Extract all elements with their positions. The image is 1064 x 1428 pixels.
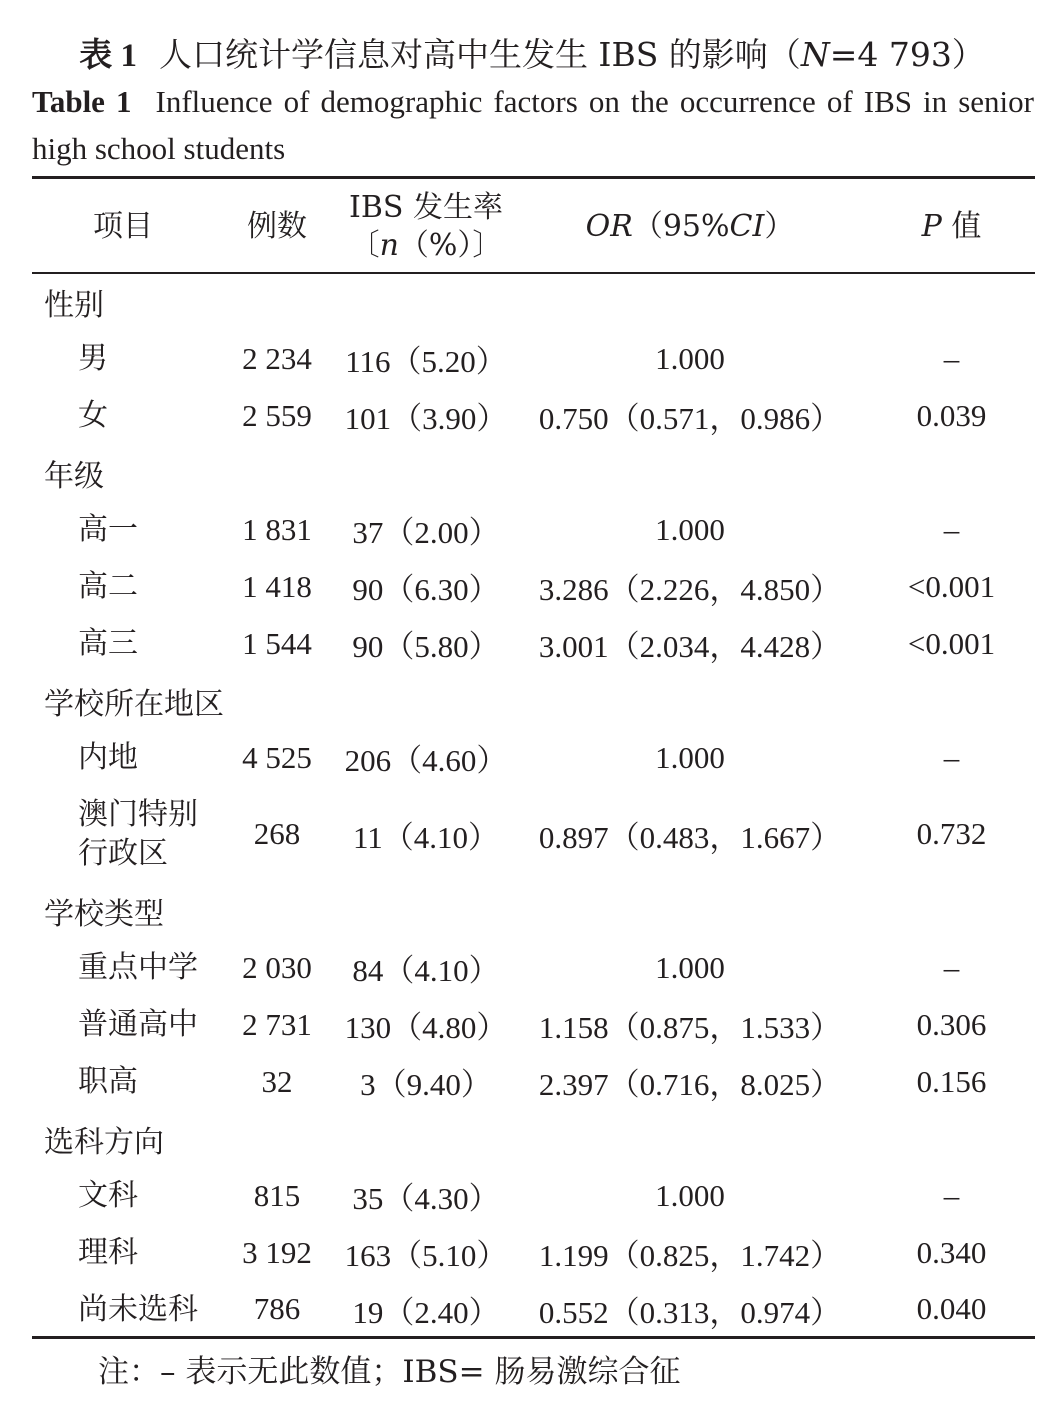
row-p: <0.001 <box>907 568 996 604</box>
table-row <box>32 615 1035 672</box>
row-p: – <box>943 1177 960 1213</box>
row-p: <0.001 <box>907 625 996 661</box>
row-rate: 206（4.60） <box>344 743 508 778</box>
sample-size-value: =4 793） <box>829 35 985 74</box>
row-item: 尚未选科 <box>78 1291 198 1327</box>
row-count: 268 <box>253 816 301 851</box>
table-row <box>32 786 1035 882</box>
row-or-ci: 1.000 <box>655 949 725 985</box>
table-title-cn: 人口统计学信息对高中生发生 IBS 的影响（ <box>158 35 801 74</box>
table-footnote: 注：– 表示无此数值；IBS= 肠易激综合征 <box>98 1354 681 1390</box>
row-rate: 130（4.80） <box>344 1010 508 1045</box>
demographics-table <box>32 180 1035 1337</box>
row-p: – <box>943 949 960 985</box>
row-p: 0.040 <box>916 1291 987 1326</box>
row-p: – <box>943 739 960 775</box>
row-p: 0.039 <box>916 397 987 433</box>
group-label: 选科方向 <box>44 1124 164 1160</box>
row-item: 高一 <box>78 512 138 547</box>
group-label: 学校类型 <box>44 896 164 932</box>
row-item: 职高 <box>78 1064 138 1099</box>
table-row <box>32 501 1035 558</box>
row-p: – <box>943 340 960 376</box>
row-item: 内地 <box>78 740 138 775</box>
table-caption-cn <box>0 30 1064 81</box>
row-p: 0.156 <box>916 1063 987 1099</box>
row-item: 重点中学 <box>78 950 198 985</box>
sample-size-symbol: N <box>800 35 830 74</box>
row-or-ci: 1.000 <box>655 739 725 775</box>
table-row <box>32 1224 1035 1281</box>
row-count: 2 030 <box>242 949 312 985</box>
row-count: 2 234 <box>242 340 312 376</box>
header-p: P 值 <box>921 208 982 244</box>
group-label: 年级 <box>44 458 104 494</box>
row-item: 男 <box>78 341 108 376</box>
table-title-en: Influence of demographic factors on the occurrence of IBS in senior high school students <box>32 84 1034 166</box>
row-item: 普通高中 <box>78 1007 198 1042</box>
group-label: 性别 <box>44 287 104 323</box>
row-p: 0.732 <box>916 816 987 851</box>
table-row <box>32 996 1035 1053</box>
header-count: 例数 <box>247 208 307 244</box>
row-count: 815 <box>253 1177 301 1213</box>
table-label-en: Table 1 <box>32 84 132 119</box>
header-row <box>32 180 1035 273</box>
row-rate: 90（5.80） <box>352 629 500 664</box>
table-label-cn: 表 1 <box>79 38 137 74</box>
row-or-ci: 3.001（2.034，4.428） <box>538 629 842 664</box>
row-count: 3 192 <box>242 1234 312 1270</box>
row-or-ci: 1.000 <box>655 511 725 547</box>
row-count: 4 525 <box>242 739 312 775</box>
row-rate: 163（5.10） <box>344 1238 508 1273</box>
header-rate <box>340 180 512 273</box>
group-row <box>32 672 1035 729</box>
group-label: 学校所在地区 <box>44 686 224 722</box>
row-or-ci: 2.397（0.716，8.025） <box>538 1067 842 1102</box>
header-rate-line2: 〔n（%）〕 <box>349 227 503 263</box>
group-row <box>32 882 1035 939</box>
row-rate: 11（4.10） <box>352 819 500 855</box>
row-item: 高三 <box>78 626 138 661</box>
row-rate: 116（5.20） <box>345 344 507 379</box>
header-or-ci: OR（95%CI） <box>585 208 795 244</box>
top-rule <box>32 176 1035 179</box>
group-row <box>32 273 1035 330</box>
row-or-ci: 3.286（2.226，4.850） <box>538 572 842 607</box>
row-p: – <box>943 511 960 547</box>
table-row <box>32 1053 1035 1110</box>
table-row <box>32 1281 1035 1337</box>
row-or-ci: 1.000 <box>655 340 725 376</box>
row-rate: 90（6.30） <box>352 572 500 607</box>
row-rate: 35（4.30） <box>352 1181 500 1216</box>
table-row <box>32 387 1035 444</box>
table-row <box>32 729 1035 786</box>
row-rate: 19（2.40） <box>352 1294 500 1330</box>
row-rate: 101（3.90） <box>344 401 508 436</box>
row-count: 32 <box>261 1063 293 1099</box>
row-count: 2 731 <box>242 1006 312 1042</box>
row-rate: 37（2.00） <box>352 515 500 550</box>
row-item: 女 <box>78 398 108 433</box>
header-rate-line1: IBS 发生率 <box>349 189 503 225</box>
header-item: 项目 <box>93 208 153 244</box>
row-count: 2 559 <box>242 397 312 433</box>
row-item: 澳门特别行政区 <box>78 797 198 871</box>
row-count: 786 <box>253 1291 301 1326</box>
row-p: 0.340 <box>916 1234 987 1270</box>
table-row <box>32 558 1035 615</box>
row-or-ci: 1.000 <box>655 1177 725 1213</box>
group-row <box>32 444 1035 501</box>
row-rate: 3（9.40） <box>360 1067 492 1102</box>
row-or-ci: 0.897（0.483，1.667） <box>538 819 842 855</box>
row-or-ci: 0.552（0.313，0.974） <box>538 1294 842 1330</box>
row-or-ci: 0.750（0.571，0.986） <box>538 401 842 436</box>
row-item: 文科 <box>78 1178 138 1213</box>
row-count: 1 831 <box>242 511 312 547</box>
row-count: 1 544 <box>242 625 312 661</box>
table-row <box>32 330 1035 387</box>
group-row <box>32 1110 1035 1167</box>
row-item: 理科 <box>78 1235 138 1270</box>
row-item: 高二 <box>78 569 138 604</box>
row-or-ci: 1.199（0.825，1.742） <box>538 1238 842 1273</box>
row-count: 1 418 <box>242 568 312 604</box>
table-row <box>32 1167 1035 1224</box>
row-or-ci: 1.158（0.875，1.533） <box>538 1010 842 1045</box>
row-p: 0.306 <box>916 1006 987 1042</box>
row-rate: 84（4.10） <box>352 953 500 988</box>
table-caption-en <box>32 78 1034 172</box>
table-row <box>32 939 1035 996</box>
